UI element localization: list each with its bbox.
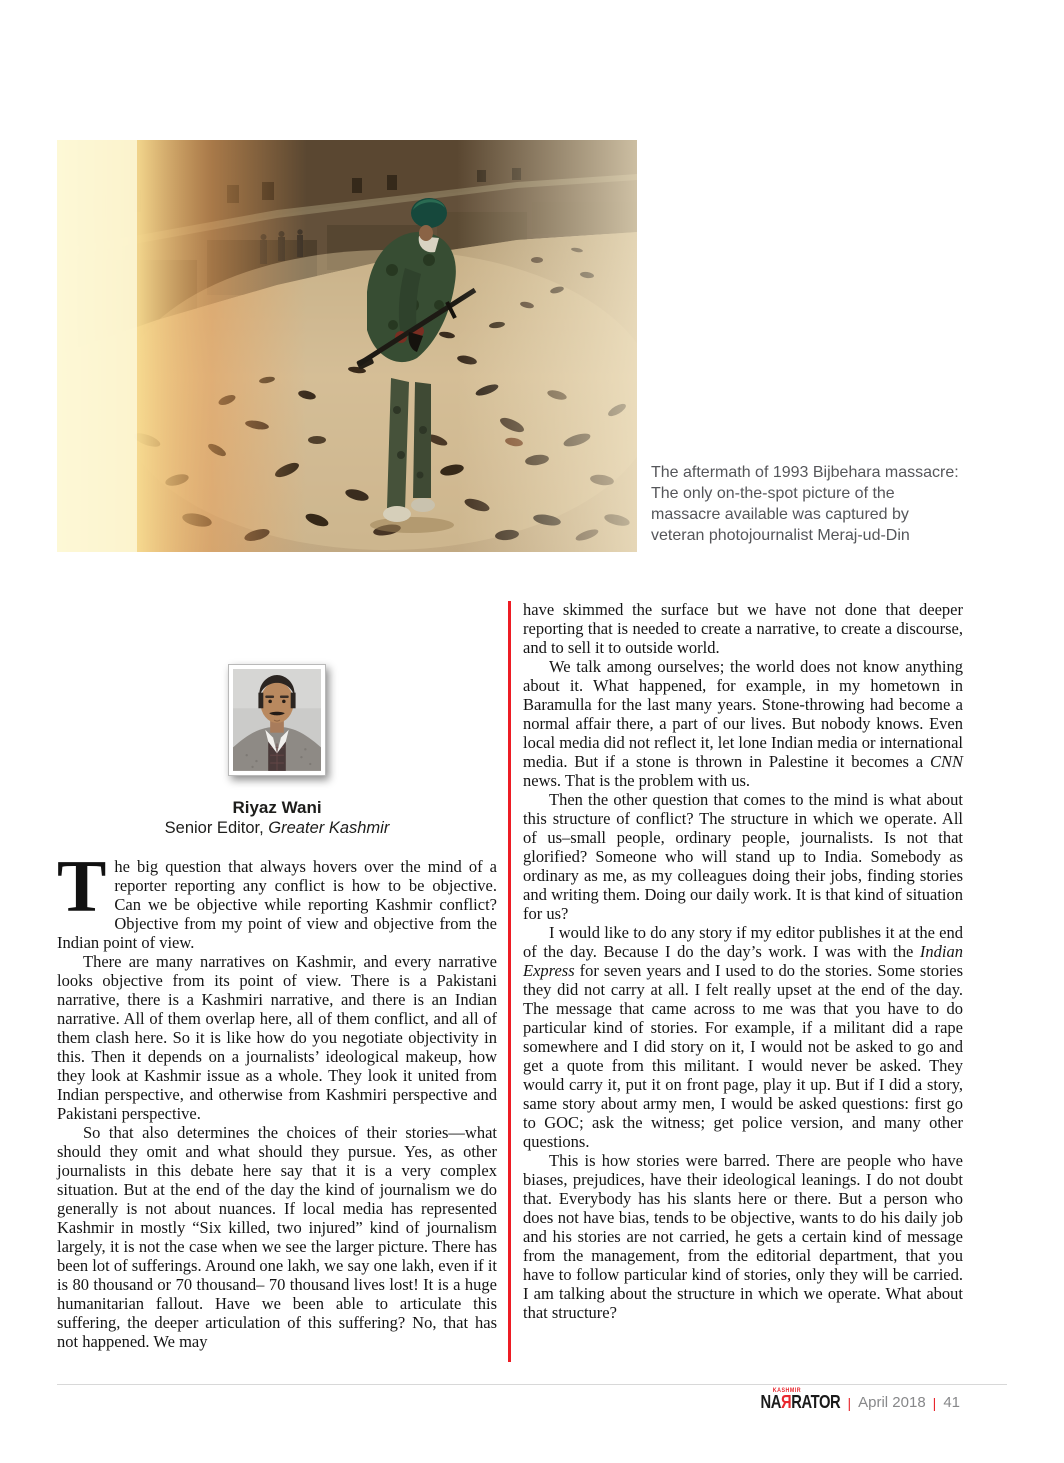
article-left-column: [57, 846, 497, 1362]
article-right-column: [523, 600, 963, 1362]
paragraph: So that also determines the choices of their stories—what should they omit and what should they pursue. Yes, as other journalists in this debate here say that it is a very complex situation. But at the end of the day the kind of journalism we do generally is not about nuances. If local media has represented Kashmir in mostly “Six killed, two injured” kind of journalism largely, it is not the case when we see the larger picture. There has been lot of sufferings. Around one lakh, we say one lakh, even if it is 80 thousand or 70 thousand– 70 thousand lives lost! It is a huge humanitarian fallout. Have we been able to articulate this suffering, the deeper articulation of this suffering? No, that has not happened. We may: [57, 1123, 497, 1351]
author-portrait: [228, 664, 326, 776]
paragraph: Then the other question that comes to the mind is what about this structure of conflict? The structure in which we operate. All of us–small people, ordinary people, journalists. Is not that glorified? Someone who will stand up to India. Somebody as ordinary as me, as my colleagues doing their jobs, finding stories and writing them. Doing our daily work. It is that kind of situation for us?: [523, 790, 963, 923]
paragraph-text: for seven years and I used to do the stories. Some stories they did not carry at all. I felt really upset at the end of the day. The message that came across to me was that you have to do particular kind of stories. For example, if a militant did a rape somewhere and I did story on it, I would not be asked to go and get a quote from this militant. I would never be asked. They would carry it, put it on front page, play it up. But if I did a story, same story about army men, I would be asked questions: first go to GOC; ask the witness; get police version, and many other questions.: [523, 961, 963, 1151]
publication-name: Indian Express: [523, 942, 963, 980]
author-title-prefix: Senior Editor,: [164, 819, 269, 837]
author-name: Riyaz Wani: [232, 798, 322, 817]
logo-text: NA: [760, 1392, 782, 1412]
paragraph: [523, 923, 963, 1151]
feature-photo: [57, 140, 637, 552]
issue-date: April 2018: [858, 1394, 926, 1411]
paragraph: [523, 657, 963, 790]
logo-reversed-r: Я: [781, 1392, 792, 1412]
caption-line: The aftermath of 1993 Bijbehara massacre:: [651, 464, 959, 481]
author-title: [57, 818, 497, 839]
footer-separator: |: [932, 1394, 937, 1411]
caption-line: veteran photojournalist Meraj-ud-Din: [651, 527, 910, 544]
paragraph: have skimmed the surface but we have not done that deeper reporting that is needed to create a narrative, to create a discourse, and to sell it to outside world.: [523, 600, 963, 657]
paragraph: This is how stories were barred. There are people who have biases, prejudices, have their ideological leanings. I do not doubt that. Everybody has his slants here or there. But a person who does not have bias, tends to be objective, wants to do his daily job and his stories are not carried, he gets a certain kind of message from the management, from the editorial department, that you have to follow particular kind of stories, only they will be carried. I am talking about the structure in which we operate. What about that structure?: [523, 1151, 963, 1322]
paragraph: [57, 846, 497, 952]
footer-rule: [57, 1384, 1007, 1385]
street-massacre-photo-illustration: [57, 140, 637, 552]
paragraph-text: We talk among ourselves; the world does not know anything about it. What happened, for example, in my hometown in Baramulla for the last many years. Stone-throwing had become a normal affair there, a part of our lives. But nobody knows. Even local media did not reflect it, let lone Indian media or international media. But if a stone is thrown in Palestine it becomes a: [523, 657, 963, 771]
paragraph-text: news. That is the problem with us.: [523, 771, 751, 790]
portrait-illustration: [233, 669, 321, 771]
magazine-logo: [760, 1387, 841, 1413]
footer-separator: |: [847, 1394, 852, 1411]
paragraph-text: he big question that always hovers over the mind of a reporter reporting any conflict is how to be objective. Can we be objective while reporting Kashmir conflict? Objective from my point of view and objective from the Indian point of view.: [57, 857, 497, 952]
paragraph-text: I would like to do any story if my editor publishes it at the end of the day. Because I do the day’s work. I was with the: [523, 923, 963, 961]
photo-caption: [651, 462, 991, 546]
paragraph: There are many narratives on Kashmir, and every narrative looks objective from its point of view. There is a Pakistani narrative, there is a Kashmiri narrative, and there is an Indian narrative. All of them overlap here, all of them conflict, and all of them clash here. So it is like how do you negotiate objectivity in this. Then it depends on a journalists’ ideological makeup, how they look at Kashmir issue as a whole. They look it united from Indian perspective, and otherwise from Kashmiri perspective and Pakistani perspective.: [57, 952, 497, 1123]
publication-name: CNN: [929, 752, 963, 771]
drop-cap: T: [57, 846, 107, 928]
page-number: 41: [943, 1394, 960, 1411]
author-block: [57, 664, 497, 839]
page-footer: [743, 1387, 960, 1413]
author-publication: Greater Kashmir: [268, 819, 390, 837]
caption-line: The only on-the-spot picture of the: [651, 485, 895, 502]
column-divider-rule: [508, 601, 511, 1362]
logo-text: RATOR: [791, 1392, 841, 1412]
magazine-logo-kicker: KASHMIR: [773, 1387, 802, 1394]
caption-line: massacre available was captured by: [651, 506, 909, 523]
